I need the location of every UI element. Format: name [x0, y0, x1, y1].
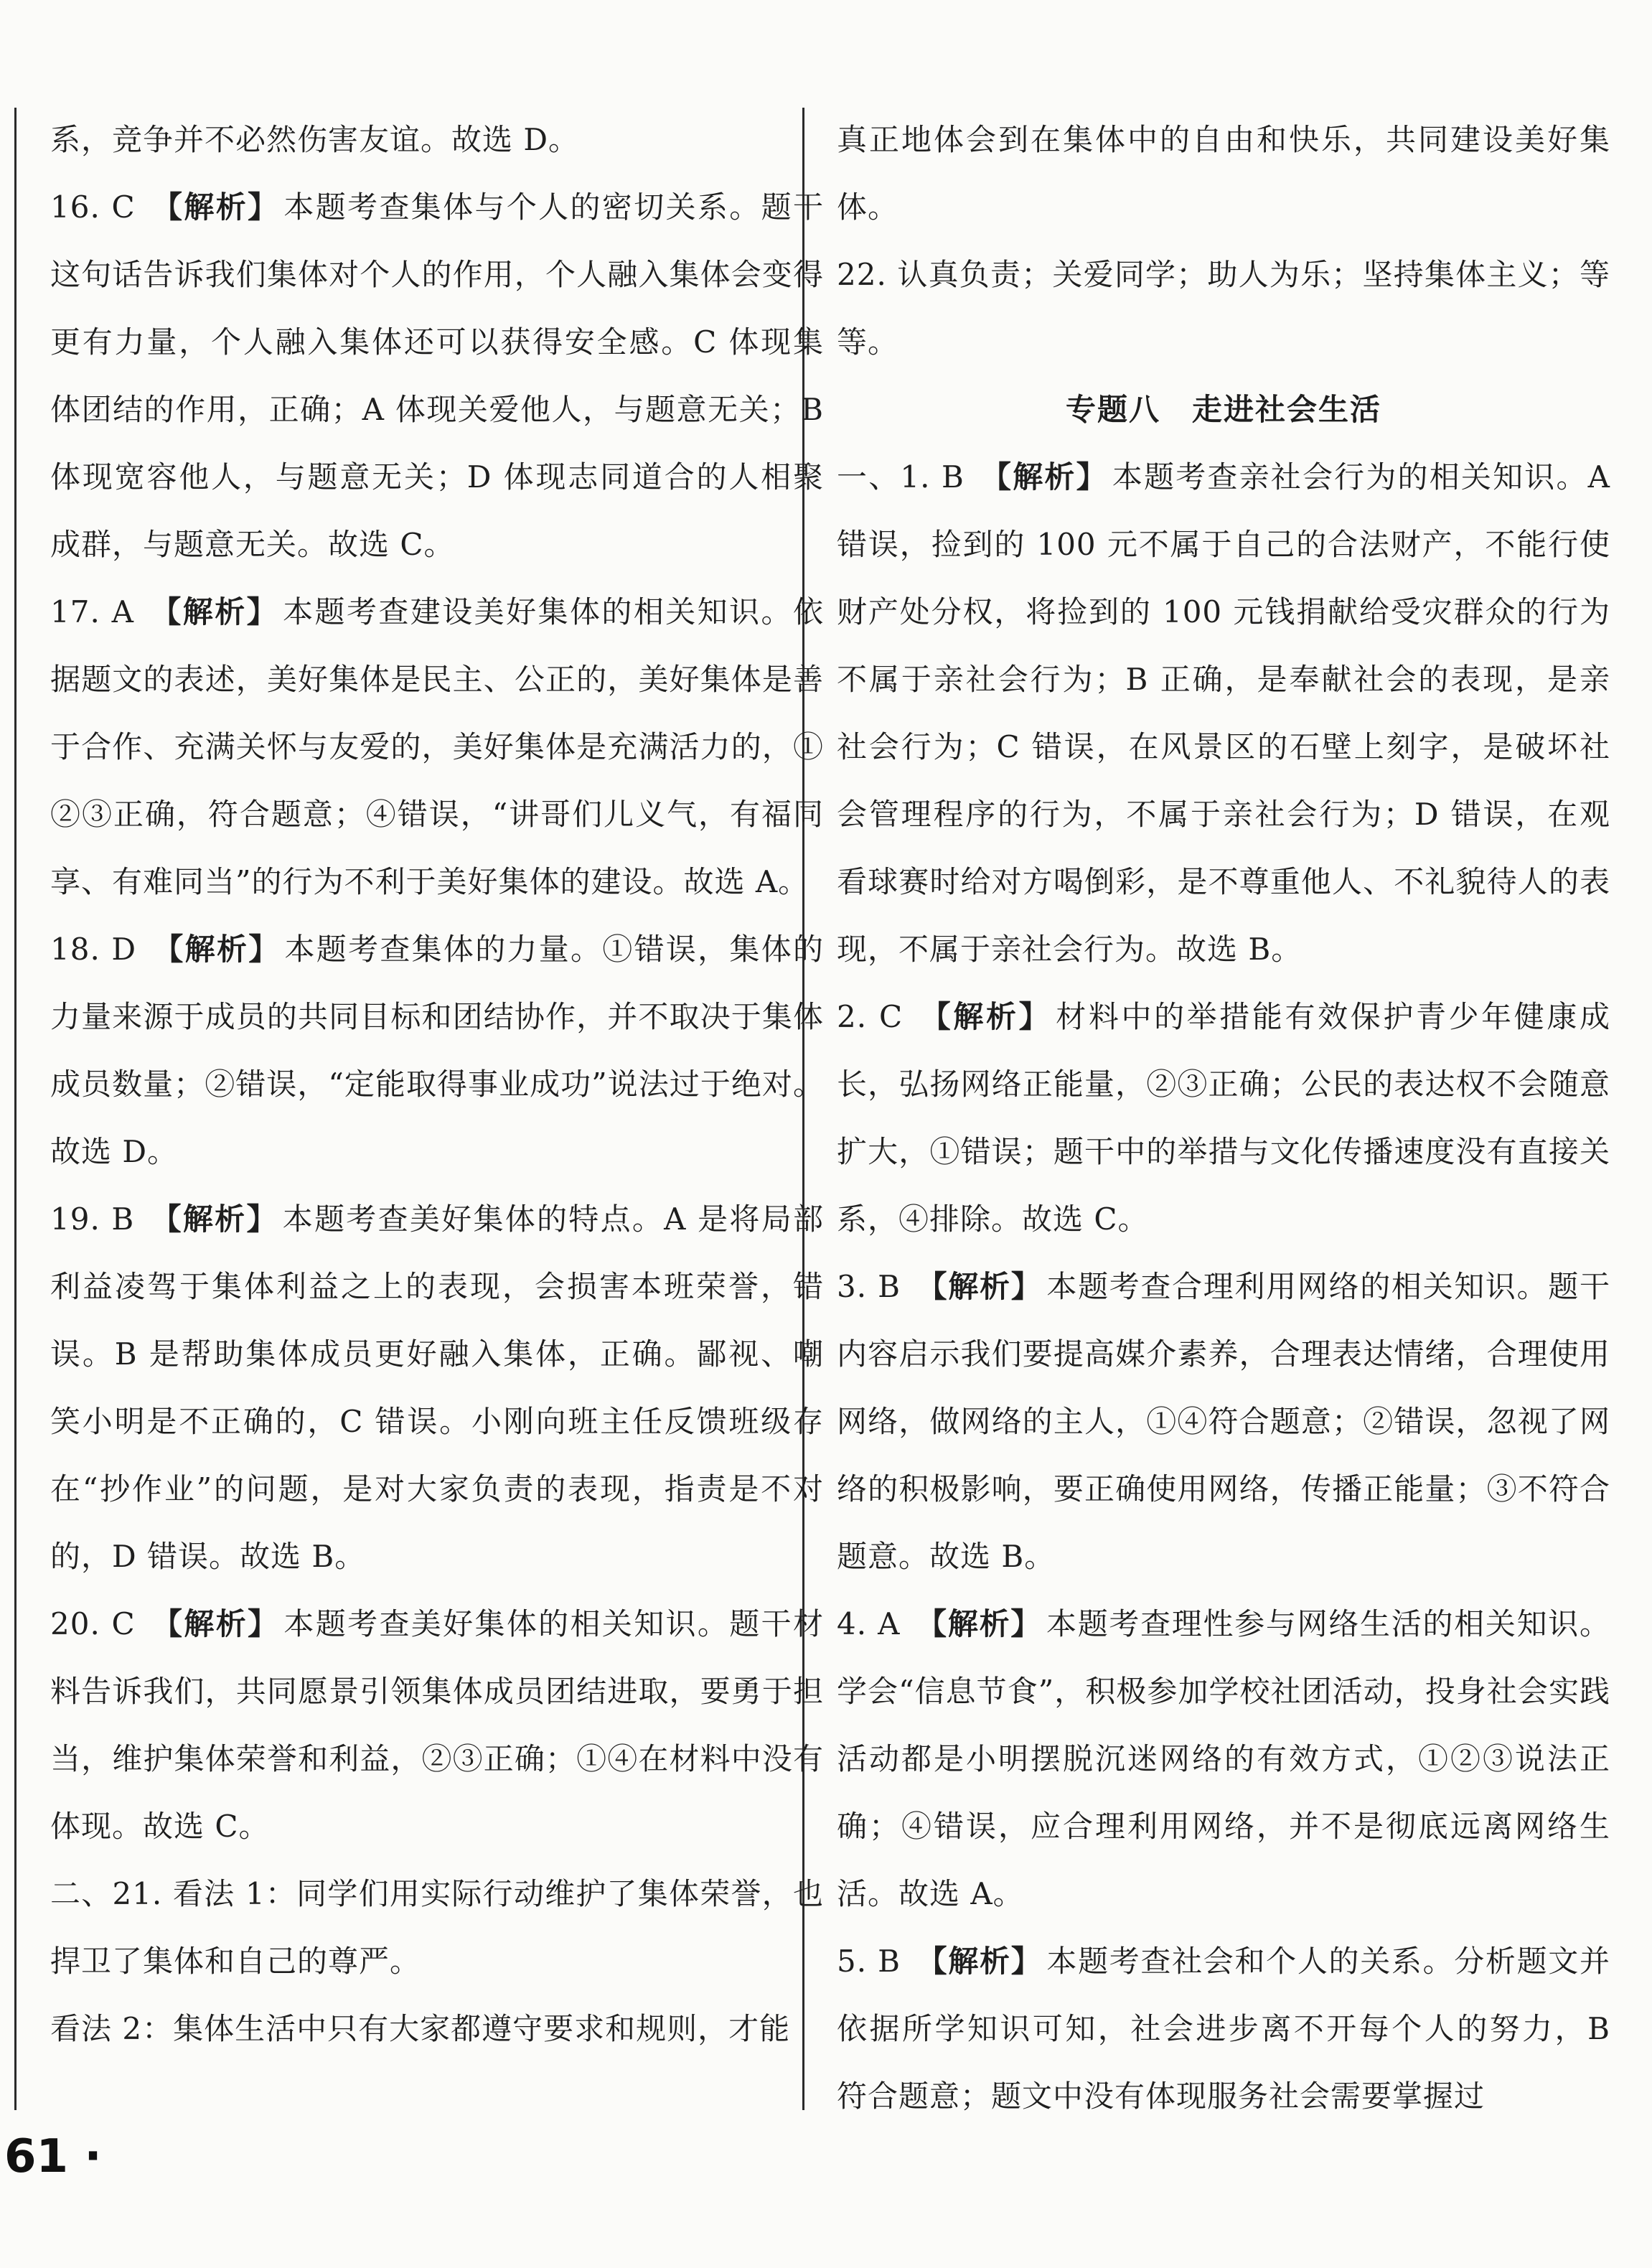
answer-5 [837, 1928, 1610, 2130]
continuation-text: 系，竞争并不必然伤害友谊。故选 D。 [50, 122, 580, 157]
analysis-text: 本题考查社会和个人的关系。分析题文并依据所学知识可知，社会进步离不开每个人的努力，B 符合题意；题文中没有体现服务社会需要掌握过 [837, 1944, 1610, 2114]
answer-3 [837, 1253, 1610, 1590]
answer-18 [50, 916, 824, 1186]
answer-number: 18. D [50, 932, 137, 967]
analysis-text: 本题考查美好集体的相关知识。题干材料告诉我们，共同愿景引领集体成员团结进取，要勇于担当，维护集体荣誉和利益，②③正确；①④在材料中没有体现。故选 C。 [50, 1606, 824, 1844]
answer-number: 16. C [50, 189, 136, 225]
analysis-tag: 【解析】 [916, 1269, 1043, 1304]
answer-number: 3. B [837, 1269, 901, 1304]
answer-16 [50, 174, 824, 578]
answer-number: 4. A [837, 1606, 901, 1641]
answer-number: 20. C [50, 1606, 136, 1641]
analysis-tag: 【解析】 [916, 1606, 1042, 1641]
answer-number: 一、1. B [837, 459, 965, 495]
analysis-text: 本题考查建设美好集体的相关知识。依据题文的表述，美好集体是民主、公正的，美好集体是善于合作、充满关怀与友爱的，美好集体是充满活力的，①②③正确，符合题意；④错误，“讲哥们儿义气，有福同享、有难同当”的行为不利于美好集体的建设。故选 A。 [50, 594, 824, 899]
analysis-text: 本题考查理性参与网络生活的相关知识。学会“信息节食”，积极参加学校社团活动，投身社会实践活动都是小明摆脱沉迷网络的有效方式，①②③说法正确；④错误，应合理利用网络，并不是彻底远离网络生活。故选 A。 [837, 1606, 1610, 1911]
analysis-tag: 【解析】 [916, 1944, 1043, 1979]
analysis-text: 本题考查集体与个人的密切关系。题干这句话告诉我们集体对个人的作用，个人融入集体会变得更有力量，个人融入集体还可以获得安全感。C 体现集体团结的作用，正确；A 体现关爱他人，与题意无关；B 体现宽容他人，与题意无关；D 体现志同道合的人相聚成群，与题意无关。故选 C。 [50, 189, 824, 562]
right-column [837, 106, 1610, 2130]
answer-20 [50, 1590, 824, 1860]
analysis-tag: 【解析】 [980, 459, 1108, 495]
answer-4 [837, 1590, 1610, 1928]
analysis-text: 材料中的举措能有效保护青少年健康成长，弘扬网络正能量，②③正确；公民的表达权不会随意扩大，①错误；题干中的举措与文化传播速度没有直接关系，④排除。故选 C。 [837, 999, 1610, 1237]
left-margin-rule [14, 108, 17, 2110]
answer-17 [50, 578, 824, 916]
answer-21-view-1: 二、21. 看法 1：同学们用实际行动维护了集体荣誉，也捍卫了集体和自己的尊严。 [50, 1876, 824, 1979]
analysis-tag: 【解析】 [152, 932, 281, 967]
analysis-tag: 【解析】 [151, 189, 280, 225]
answer-1 [837, 444, 1610, 983]
left-column [50, 106, 824, 2063]
answer-22: 22. 认真负责；关爱同学；助人为乐；坚持集体主义；等等。 [837, 257, 1610, 360]
analysis-text: 本题考查合理利用网络的相关知识。题干内容启示我们要提高媒介素养，合理表达情绪，合理使用网络，做网络的主人，①④符合题意；②错误，忽视了网络的积极影响，要正确使用网络，传播正能量；③不符合题意。故选 B。 [837, 1269, 1610, 1574]
answer-number: 5. B [837, 1944, 901, 1979]
analysis-text: 本题考查美好集体的特点。A 是将局部利益凌驾于集体利益之上的表现，会损害本班荣誉，错误。B 是帮助集体成员更好融入集体，正确。鄙视、嘲笑小明是不正确的，C 错误。小刚向班主任反馈班级存在“抄作业”的问题，是对大家负责的表现，指责是不对的，D 错误。故选 B。 [50, 1201, 824, 1574]
analysis-tag: 【解析】 [919, 999, 1052, 1034]
analysis-text: 本题考查亲社会行为的相关知识。A 错误，捡到的 100 元不属于自己的合法财产，不能行使财产处分权，将捡到的 100 元钱捐献给受灾群众的行为不属于亲社会行为；B 正确，是奉献社会的表现，是亲社会行为；C 错误，在风景区的石壁上刻字，是破坏社会管理程序的行为，不属于亲社会行为；D 错误，在观看球赛时给对方喝倒彩，是不尊重他人、不礼貌待人的表现，不属于亲社会行为。故选 B。 [837, 459, 1610, 967]
page-number: 61 · [4, 2130, 102, 2183]
analysis-tag: 【解析】 [151, 1606, 280, 1641]
answer-21-view-2: 看法 2：集体生活中只有大家都遵守要求和规则，才能 [50, 2011, 791, 2046]
analysis-text: 本题考查集体的力量。①错误，集体的力量来源于成员的共同目标和团结协作，并不取决于集体成员数量；②错误，“定能取得事业成功”说法过于绝对。故选 D。 [50, 932, 824, 1169]
answer-number: 2. C [837, 999, 904, 1034]
answer-2 [837, 983, 1610, 1253]
answer-number: 17. A [50, 594, 134, 629]
answer-19 [50, 1186, 824, 1590]
analysis-tag: 【解析】 [149, 594, 279, 629]
continuation-text: 真正地体会到在集体中的自由和快乐，共同建设美好集体。 [837, 122, 1610, 225]
analysis-tag: 【解析】 [150, 1201, 278, 1237]
section-heading: 专题八 走进社会生活 [1065, 392, 1381, 427]
answer-number: 19. B [50, 1201, 135, 1237]
